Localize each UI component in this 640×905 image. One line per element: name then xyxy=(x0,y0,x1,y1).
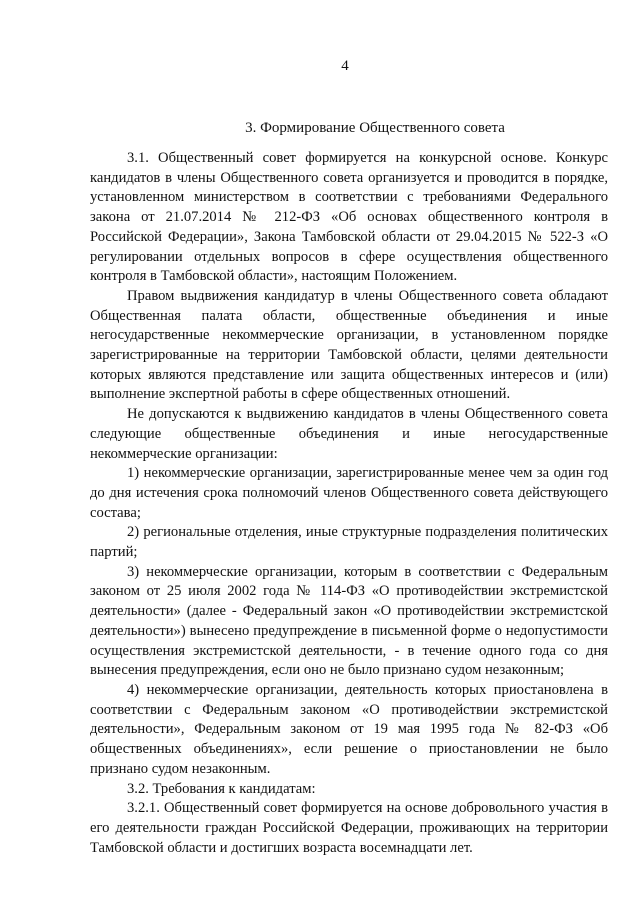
paragraph-3-2: 3.2. Требования к кандидатам: xyxy=(127,780,316,797)
section-title: 3. Формирование Общественного совета xyxy=(245,120,505,136)
paragraph-exclusions: Не допускаются к выдвижению кандидатов в члены Общественного совета следующие общественные объединения и иные негосударственные некоммерческие организации: xyxy=(90,406,608,462)
paragraph-nomination-right: Правом выдвижения кандидатур в члены Общественного совета обладают Общественная палата области, общественные объединения и иные негосударственные некоммерческие организации, в установленном порядке зарегистрированные на территории Тамбовской области, целями деятельности которых являются представление или защита общественных интересов и (или) выполнение экспертной работы в сфере общественных отношений. xyxy=(90,287,608,403)
page-number: 4 xyxy=(341,58,349,74)
list-item-4: 4) некоммерческие организации, деятельность которых приостановлена в соответствии с Федеральным законом «О противодействии экстремистской деятельности», Федеральным законом от 19 мая 1995 года № 82-ФЗ «Об общественных объединениях», если решение о приостановлении не было признано судом незаконным. xyxy=(90,681,608,777)
list-item-3: 3) некоммерческие организации, которым в соответствии с Федеральным законом от 25 июля 2002 года № 114-ФЗ «О противодействии экстремистской деятельности» (далее - Федеральный закон «О противодействии экстремистской деятельности») вынесено предупреждение в письменной форме о недопустимости осуществления экстремистской деятельности, - в течение одного года со дня вынесения предупреждения, если оно не было признано судом незаконным; xyxy=(90,563,608,679)
list-item-1: 1) некоммерческие организации, зарегистрированные менее чем за один год до дня истечения срока полномочий членов Общественного совета действующего состава; xyxy=(90,465,608,521)
paragraph-3-2-1: 3.2.1. Общественный совет формируется на основе добровольного участия в его деятельности граждан Российской Федерации, проживающих на территории Тамбовской области и достигших возраста восемнадцати лет. xyxy=(90,800,608,856)
paragraph-3-1: 3.1. Общественный совет формируется на конкурсной основе. Конкурс кандидатов в члены Общественного совета организуется и проводится в порядке, установленном министерством в соответствии с требованиями Федерального закона от 21.07.2014 № 212-ФЗ «Об основах общественного контроля в Российской Федерации», Закона Тамбовской области от 29.04.2015 № 522-З «О регулировании отдельных вопросов в сфере осуществления общественного контроля в Тамбовской области», настоящим Положением. xyxy=(90,150,608,285)
document-body xyxy=(90,149,608,858)
list-item-2: 2) региональные отделения, иные структурные подразделения политических партий; xyxy=(90,524,608,561)
